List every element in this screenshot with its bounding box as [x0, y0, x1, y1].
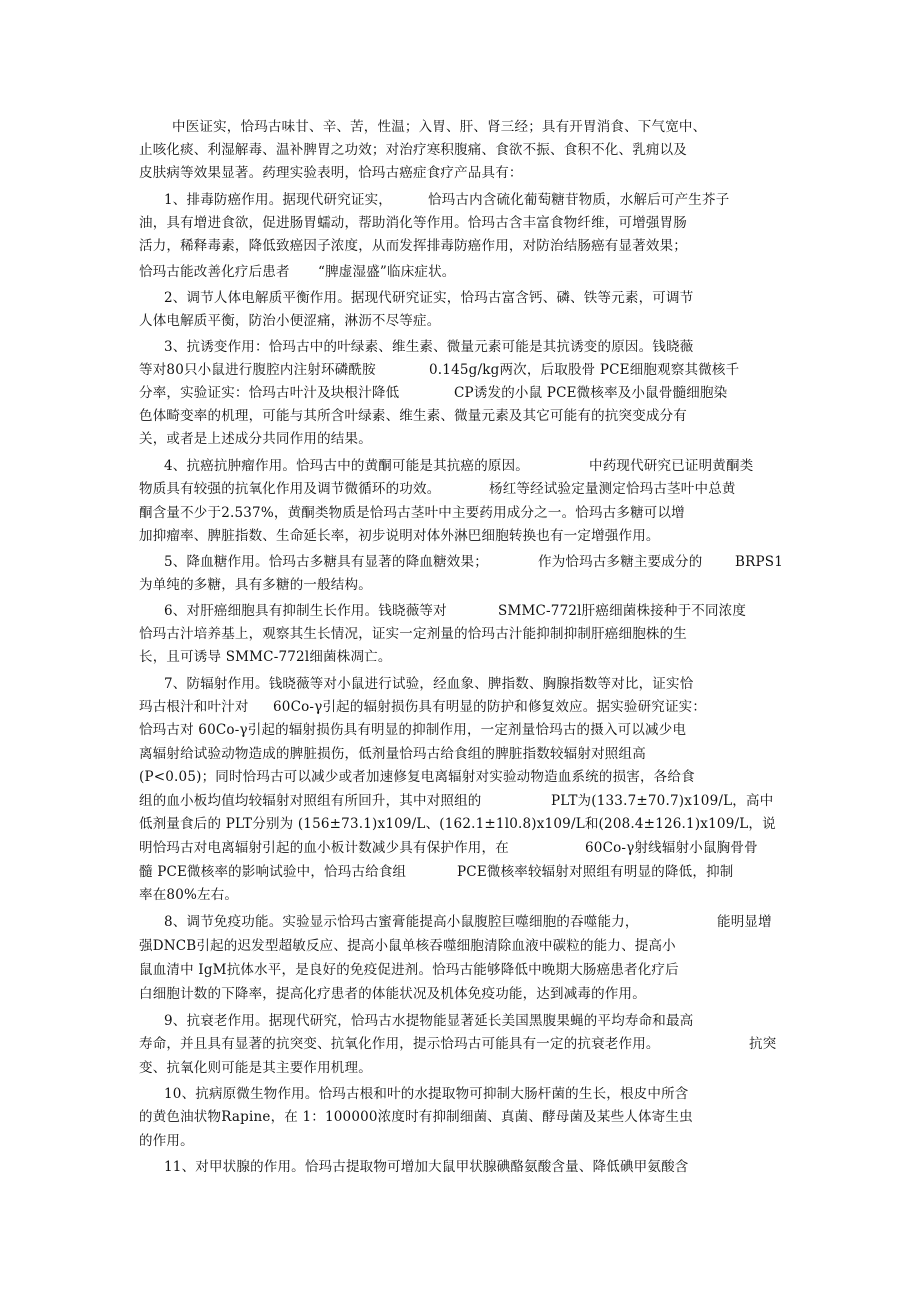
section-4-line-2a: 物质具有较强的抗氧化作用及调节微循环的功效。: [139, 481, 441, 497]
section-4-line-2b: 杨红等经试验定量测定恰玛古茎叶中总黄: [489, 481, 736, 497]
section-1-line-3: 活力，稀释毒素，降低致癌因子浓度，从而发挥排毒防癌作用，对防治结肠癌有显著效果；: [139, 238, 687, 254]
section-7-line-9b: PCE微核率较辐射对照组有明显的降低，抑制: [457, 864, 734, 880]
section-8-line-1b: 能明显增: [717, 914, 772, 930]
section-7-line-8b: 60Co-γ射线辐射小鼠胸骨骨: [585, 840, 758, 856]
section-5-line-1a: 5、降血糖作用。恰玛古多糖具有显著的降血糖效果；: [164, 554, 488, 570]
section-7-line-2b: 60Co-γ引起的辐射损伤具有明显的防护和修复效应。据实验研究证实：: [273, 699, 707, 715]
section-4-line-1b: 中药现代研究已证明黄酮类: [589, 458, 754, 474]
section-9-line-2a: 寿命，并且具有显著的抗突变、抗氧化作用，提示恰玛古可能具有一定的抗衰老作用。: [139, 1036, 660, 1052]
section-3-line-3a: 分率，实验证实：恰玛古叶汁及块根汁降低: [139, 385, 400, 401]
section-7-line-2a: 玛古根汁和叶汁对: [139, 699, 249, 715]
section-9-line-2b: 抗突: [749, 1036, 777, 1052]
section-1-line-4b: “脾虚湿盛”临床症状。: [318, 264, 456, 280]
section-4-line-4: 加抑瘤率、脾脏指数、生命延长率，初步说明对体外淋巴细胞转换也有一定增强作用。: [139, 528, 660, 544]
section-7-line-4: 离辐射给试验动物造成的脾脏损伤，低剂量恰玛古给食组的脾脏指数较辐射对照组高: [139, 746, 646, 762]
section-8-line-1a: 8、调节免疫功能。实验显示恰玛古蜜膏能提高小鼠腹腔巨噬细胞的吞噬能力，: [164, 914, 639, 930]
section-7-line-3: 恰玛古对 60Co-γ引起的辐射损伤具有明显的抑制作用，一定剂量恰玛古的摄入可以减少电: [139, 722, 687, 738]
section-7-line-6a: 组的血小板均值均较辐射对照组有所回升，其中对照组的: [139, 793, 482, 809]
section-6-line-1b: SMMC-772l肝癌细菌株接种于不同浓度: [498, 603, 747, 619]
section-3-line-1: 3、抗诱变作用：恰玛古中的叶绿素、维生素、微量元素可能是其抗诱变的原因。钱晓薇: [164, 339, 694, 355]
section-1-line-1a: 1、排毒防癌作用。据现代研究证实，: [164, 192, 392, 208]
section-1-line-1b: 恰玛古内含硫化葡萄糖苷物质，水解后可产生芥子: [428, 192, 730, 208]
section-8-line-2: 强DNCB引起的迟发型超敏反应、提高小鼠单核吞噬细胞清除血液中碳粒的能力、提高小: [139, 938, 676, 954]
section-7-line-7: 低剂量食后的 PLT分别为 (156±73.1)x109/L、(162.1±1l0.8)x109/L和(208.4±126.1)x109/L，说: [139, 816, 776, 832]
intro-line-2: 止咳化痰、利湿解毒、温补脾胃之功效；对治疗寒积腹痛、食欲不振、食积不化、乳痈以及: [139, 142, 687, 158]
section-10-line-3: 的作用。: [139, 1133, 194, 1149]
section-3-line-4: 色体畸变率的机理，可能与其所含叶绿素、维生素、微量元素及其它可能有的抗突变成分有: [139, 408, 687, 424]
section-7-line-6b: PLT为(133.7±70.7)x109/L，高中: [551, 793, 774, 809]
section-6-line-2: 恰玛古汁培养基上，观察其生长情况，证实一定剂量的恰玛古汁能抑制抑制肝癌细胞株的生: [139, 626, 687, 642]
section-10-line-2: 的黄色油状物Rapine，在 1：100000浓度时有抑制细菌、真菌、酵母菌及某些人体寄生虫: [139, 1109, 693, 1125]
section-7-line-5: (P<0.05)；同时恰玛古可以减少或者加速修复电离辐射对实验动物造血系统的损害，各给食: [139, 769, 695, 785]
section-2-line-2: 人体电解质平衡，防治小便涩痛，淋沥不尽等症。: [139, 313, 441, 329]
section-6-line-3: 长，且可诱导 SMMC-772l细菌株凋亡。: [139, 649, 392, 665]
section-6-line-1a: 6、对肝癌细胞具有抑制生长作用。钱晓薇等对: [164, 603, 447, 619]
section-7-line-9a: 髓 PCE微核率的影响试验中，恰玛古给食组: [139, 864, 407, 880]
section-3-line-2b: 0.145g/kg两次，后取股骨 PCE细胞观察其微核千: [429, 362, 740, 378]
section-3-line-5: 关，或者是上述成分共同作用的结果。: [139, 431, 372, 447]
section-3-line-2a: 等对80只小鼠进行腹腔内注射环磷酰胺: [139, 362, 376, 378]
section-4-line-1a: 4、抗癌抗肿瘤作用。恰玛古中的黄酮可能是其抗癌的原因。: [164, 458, 529, 474]
section-1-line-4a: 恰玛古能改善化疗后患者: [139, 264, 290, 280]
intro-line-1: 中医证实，恰玛古味甘、辛、苦，性温；入胃、肝、肾三经；具有开胃消食、下气宽中、: [172, 119, 707, 135]
section-11-line-1: 11、对甲状腺的作用。恰玛古提取物可增加大鼠甲状腺碘酪氨酸含量、降低碘甲氨酸含: [164, 1159, 689, 1175]
section-5-line-1c: BRPS1: [735, 554, 784, 570]
section-5-line-1b: 作为恰玛古多糖主要成分的: [538, 554, 703, 570]
section-8-line-4: 白细胞计数的下降率，提高化疗患者的体能状况及机体免疫功能，达到减毒的作用。: [139, 986, 646, 1002]
section-8-line-3: 鼠血清中 IgM抗体水平，是良好的免疫促进剂。恰玛古能够降低中晚期大肠癌患者化疗后: [139, 962, 679, 978]
section-9-line-1: 9、抗衰老作用。据现代研究，恰玛古水提物能显著延长美国黑腹果蝇的平均寿命和最高: [164, 1013, 694, 1029]
section-7-line-10: 率在80%左右。: [139, 887, 239, 903]
section-10-line-1: 10、抗病原微生物作用。恰玛古根和叶的水提取物可抑制大肠杆菌的生长，根皮中所含: [164, 1086, 689, 1102]
section-4-line-3: 酮含量不少于2.537%，黄酮类物质是恰玛古茎叶中主要药用成分之一。恰玛古多糖可以增: [139, 505, 685, 521]
section-7-line-1: 7、防辐射作用。钱晓薇等对小鼠进行试验，经血象、脾指数、胸腺指数等对比，证实恰: [164, 676, 694, 692]
section-7-line-8a: 明恰玛古对电离辐射引起的血小板计数减少具有保护作用，在: [139, 840, 509, 856]
section-3-line-3b: CP诱发的小鼠 PCE微核率及小鼠骨髓细胞染: [454, 385, 728, 401]
section-9-line-3: 变、抗氧化则可能是其主要作用机理。: [139, 1060, 372, 1076]
section-5-line-2: 为单纯的多糖，具有多糖的一般结构。: [139, 577, 372, 593]
section-1-line-2: 油，具有增进食欲，促进肠胃蠕动，帮助消化等作用。恰玛古含丰富食物纤维，可增强胃肠: [139, 215, 687, 231]
section-2-line-1: 2、调节人体电解质平衡作用。据现代研究证实，恰玛古富含钙、磷、铁等元素，可调节: [164, 290, 694, 306]
intro-line-3: 皮肤病等效果显著。药理实验表明，恰玛古癌症食疗产品具有：: [139, 165, 523, 181]
